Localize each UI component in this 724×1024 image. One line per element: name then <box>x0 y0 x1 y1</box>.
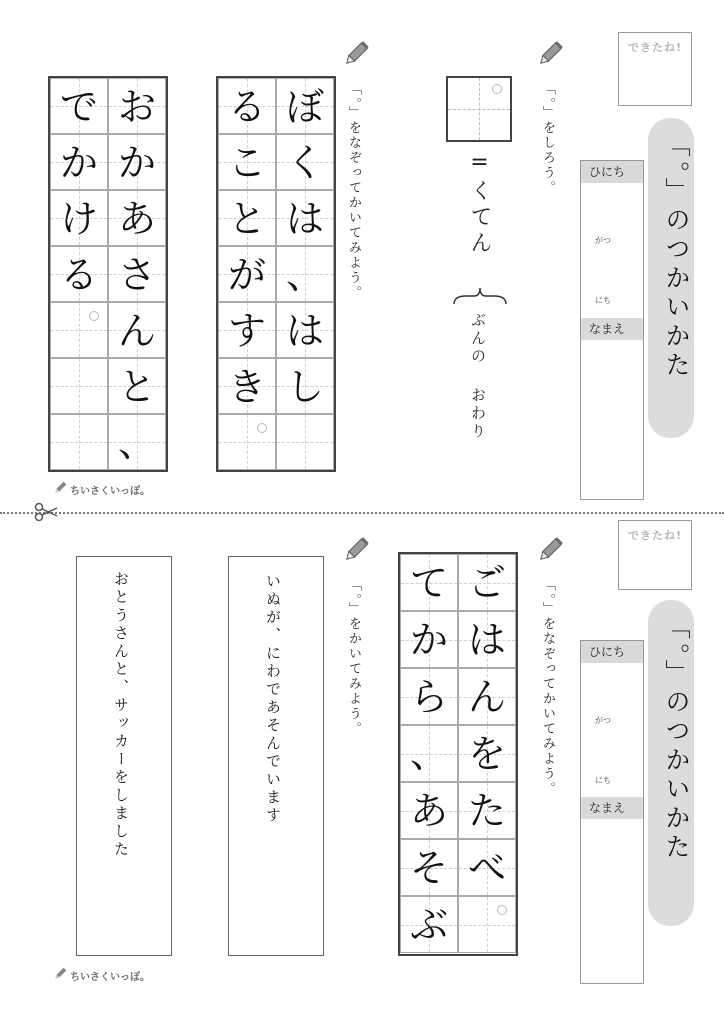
month-label: がつ <box>595 716 611 725</box>
done-check-box-top[interactable] <box>618 32 692 106</box>
writing-grid-c <box>398 552 518 956</box>
name-header: なまえ <box>581 318 643 340</box>
grid-cell[interactable] <box>276 414 334 470</box>
grid-cell[interactable] <box>276 190 334 246</box>
grid-cell[interactable] <box>50 134 108 190</box>
grid-character: き <box>227 365 266 409</box>
brace-icon <box>450 286 510 306</box>
name-field[interactable] <box>581 340 643 499</box>
practice-sentence: おとうさんと、サッカーをしました <box>112 571 130 859</box>
month-label: がつ <box>595 236 611 245</box>
date-name-box-bottom <box>580 640 644 984</box>
grid-character: し <box>285 365 324 409</box>
grid-cell[interactable] <box>458 782 516 839</box>
instruction-trace: 「。」をなぞってかいてみよう。 <box>540 578 555 797</box>
done-check-box-bottom[interactable] <box>618 520 692 590</box>
grid-character: を <box>467 732 506 776</box>
grid-character: お <box>117 85 156 129</box>
grid-cell[interactable] <box>218 358 276 414</box>
grid-cell[interactable] <box>276 78 334 134</box>
grid-cell[interactable] <box>50 414 108 470</box>
grid-character: 、 <box>117 421 156 465</box>
grid-cell[interactable] <box>50 190 108 246</box>
grid-character: は <box>285 197 324 241</box>
kuten-trace-mark <box>89 311 99 321</box>
instruction-write: 「。」をかいてみよう。 <box>346 578 361 737</box>
brace-caption: ぶんの おわり <box>469 312 487 441</box>
grid-character: く <box>285 141 324 185</box>
page-title: 「。」のつかいかた <box>662 132 691 381</box>
scissors-icon <box>34 502 58 522</box>
grid-cell[interactable] <box>400 782 458 839</box>
grid-cell[interactable] <box>276 246 334 302</box>
grid-cell[interactable] <box>458 896 516 953</box>
grid-character: あ <box>409 789 448 833</box>
grid-character: ぼ <box>285 85 324 129</box>
practice-box-1[interactable] <box>228 556 324 956</box>
grid-cell[interactable] <box>218 190 276 246</box>
grid-cell[interactable] <box>108 302 166 358</box>
date-header: ひにち <box>581 641 643 663</box>
grid-character: か <box>409 618 448 662</box>
brand-logo: ちいさくいっぽ。 <box>70 486 150 497</box>
grid-cell[interactable] <box>458 725 516 782</box>
grid-cell[interactable] <box>108 414 166 470</box>
grid-character: こ <box>227 141 266 185</box>
grid-character: と <box>227 197 266 241</box>
name-header: なまえ <box>581 797 643 819</box>
grid-cell[interactable] <box>108 358 166 414</box>
pencil-icon <box>536 536 564 564</box>
grid-character: ぶ <box>409 903 448 947</box>
grid-character: ご <box>467 561 506 605</box>
grid-character: か <box>59 141 98 185</box>
grid-cell[interactable] <box>400 896 458 953</box>
grid-character: け <box>59 197 98 241</box>
grid-character: ん <box>117 309 156 353</box>
grid-character: そ <box>409 846 448 890</box>
date-header: ひにち <box>581 161 643 183</box>
pencil-icon <box>342 40 370 68</box>
grid-cell[interactable] <box>218 246 276 302</box>
grid-cell[interactable] <box>400 668 458 725</box>
grid-cell[interactable] <box>218 302 276 358</box>
kuten-label: =くてん <box>467 150 492 257</box>
grid-cell[interactable] <box>108 78 166 134</box>
kuten-trace-mark <box>257 423 267 433</box>
grid-cell[interactable] <box>276 358 334 414</box>
grid-character: は <box>467 618 506 662</box>
grid-character: は <box>285 309 324 353</box>
pencil-icon <box>536 40 564 68</box>
grid-cell[interactable] <box>276 134 334 190</box>
grid-character: か <box>117 141 156 185</box>
writing-grid-b <box>48 76 168 472</box>
grid-character: あ <box>117 197 156 241</box>
practice-box-2[interactable] <box>76 556 172 956</box>
kuten-mark <box>492 84 502 94</box>
grid-character: る <box>227 85 266 129</box>
pencil-icon <box>342 536 370 564</box>
grid-cell[interactable] <box>108 134 166 190</box>
instruction-learn: 「。」をしろう。 <box>540 82 555 196</box>
grid-cell[interactable] <box>50 358 108 414</box>
grid-character: が <box>227 253 266 297</box>
grid-cell[interactable] <box>108 246 166 302</box>
grid-cell[interactable] <box>458 839 516 896</box>
pencil-icon <box>52 480 68 496</box>
practice-sentence: いぬが、にわであそんでいます <box>264 573 282 825</box>
grid-character: べ <box>467 846 506 890</box>
grid-character: す <box>227 309 266 353</box>
grid-character: ん <box>467 675 506 719</box>
grid-character: ら <box>409 675 448 719</box>
grid-cell[interactable] <box>50 302 108 358</box>
title-banner-bottom <box>648 600 694 926</box>
grid-cell[interactable] <box>218 78 276 134</box>
grid-character: と <box>117 365 156 409</box>
grid-cell[interactable] <box>400 611 458 668</box>
grid-character: て <box>409 561 448 605</box>
grid-cell[interactable] <box>50 246 108 302</box>
date-name-box-top <box>580 160 644 500</box>
grid-character: で <box>59 85 98 129</box>
grid-character: 、 <box>285 253 324 297</box>
grid-cell[interactable] <box>458 668 516 725</box>
grid-cell[interactable] <box>400 725 458 782</box>
grid-cell[interactable] <box>218 414 276 470</box>
writing-grid-a <box>216 76 336 472</box>
cut-line <box>0 512 724 514</box>
day-label: にち <box>595 776 611 785</box>
kuten-trace-mark <box>497 905 507 915</box>
page-title: 「。」のつかいかた <box>662 614 691 863</box>
instruction-trace: 「。」をなぞってかいてみよう。 <box>346 82 361 301</box>
grid-cell[interactable] <box>276 302 334 358</box>
grid-cell[interactable] <box>218 134 276 190</box>
grid-cell[interactable] <box>400 554 458 611</box>
grid-character: さ <box>117 253 156 297</box>
grid-character: る <box>59 253 98 297</box>
grid-cell[interactable] <box>108 190 166 246</box>
grid-cell[interactable] <box>458 554 516 611</box>
day-label: にち <box>595 296 611 305</box>
kuten-example-box <box>446 76 512 142</box>
grid-character: た <box>467 789 506 833</box>
grid-cell[interactable] <box>458 611 516 668</box>
grid-cell[interactable] <box>50 78 108 134</box>
done-label: できたね! <box>627 529 683 542</box>
pencil-icon <box>52 966 68 982</box>
grid-character: 、 <box>409 732 448 776</box>
done-label: できたね! <box>627 41 683 54</box>
brand-logo: ちいさくいっぽ。 <box>70 972 150 983</box>
name-field[interactable] <box>581 819 643 983</box>
grid-cell[interactable] <box>400 839 458 896</box>
title-banner-top <box>648 118 694 438</box>
